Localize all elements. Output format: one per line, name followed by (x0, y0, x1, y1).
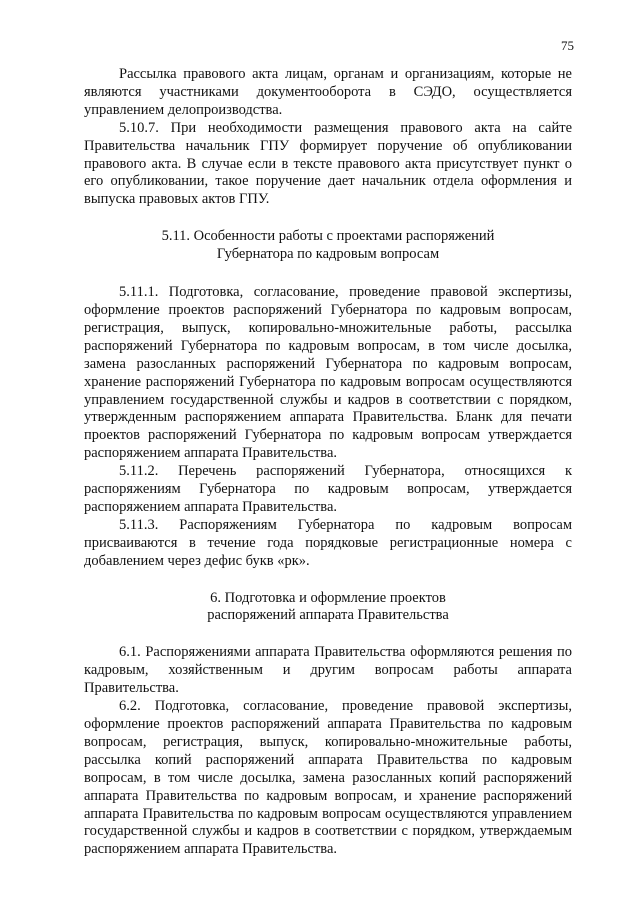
section-heading-5-11 (84, 228, 572, 264)
section-heading-6-line2: распоряжений аппарата Правительства (207, 607, 449, 624)
paragraph-5-11-2: 5.11.2. Перечень распоряжений Губернатора, относящихся к распоряжениям Губернатора по кадровым вопросам, утверждается распоряжением аппарата Правительства. (84, 463, 572, 515)
page-number: 75 (561, 38, 574, 53)
section-heading-6-line1: 6. Подготовка и оформление проектов (210, 589, 446, 606)
paragraph-6-2: 6.2. Подготовка, согласование, проведение правовой экспертизы, оформление проектов распоряжений аппарата Правительства по кадровым вопросам, регистрация, выпуск, копировально-множительные работы, рассылка копий распоряжений аппарата Правительства по кадровым вопросам, в том числе досылка, замена разосланных копий распоряжений аппарата Правительства по кадровым вопросам, и хранение распоряжений аппарата Правительства по кадровым вопросам осуществляются управлением государственной службы и кадров в соответствии с порядком, утверждаемым распоряжением аппарата Правительства. (84, 698, 572, 858)
paragraph-5-11-3: 5.11.3. Распоряжениям Губернатора по кадровым вопросам присваиваются в течение года порядковые регистрационные номера с добавлением через дефис букв «рк». (84, 516, 572, 569)
section-heading-5-11-line1: 5.11. Особенности работы с проектами распоряжений (161, 228, 495, 245)
paragraph-5-11-1: 5.11.1. Подготовка, согласование, проведение правовой экспертизы, оформление проектов распоряжений Губернатора по кадровым вопросам, регистрация, выпуск, копировально-множительные работы, рассылка распоряжений Губернатора по кадровым вопросам, в том числе досылка, замена разосланных распоряжений Губернатора по кадровым вопросам, хранение распоряжений Губернатора по кадровым вопросам осуществляются управлением государственной службы и кадров в соответствии с порядком, утвержденным распоряжением аппарата Правительства. Бланк для печати проектов распоряжений Губернатора по кадровым вопросам утверждается распоряжением аппарата Правительства. (84, 284, 572, 462)
paragraph-6-1: 6.1. Распоряжениями аппарата Правительства оформляются решения по кадровым, хозяйственным и другим вопросам работы аппарата Правительства. (84, 644, 572, 697)
section-heading-5-11-line2: Губернатора по кадровым вопросам (216, 246, 440, 263)
section-heading-6 (84, 590, 572, 626)
paragraph-mailing: Рассылка правового акта лицам, органам и организациям, которые не являются участниками документооборота в СЭДО, осуществляется управлением делопроизводства. (84, 66, 572, 118)
document-body (84, 66, 572, 859)
paragraph-5-10-7: 5.10.7. При необходимости размещения правового акта на сайте Правительства начальник ГПУ формирует поручение об опубликовании правового акта. В случае если в тексте правового акта присутствует пункт о его опубликовании, такое поручение дает начальник отдела оформления и выпуска правовых актов ГПУ. (84, 119, 572, 208)
